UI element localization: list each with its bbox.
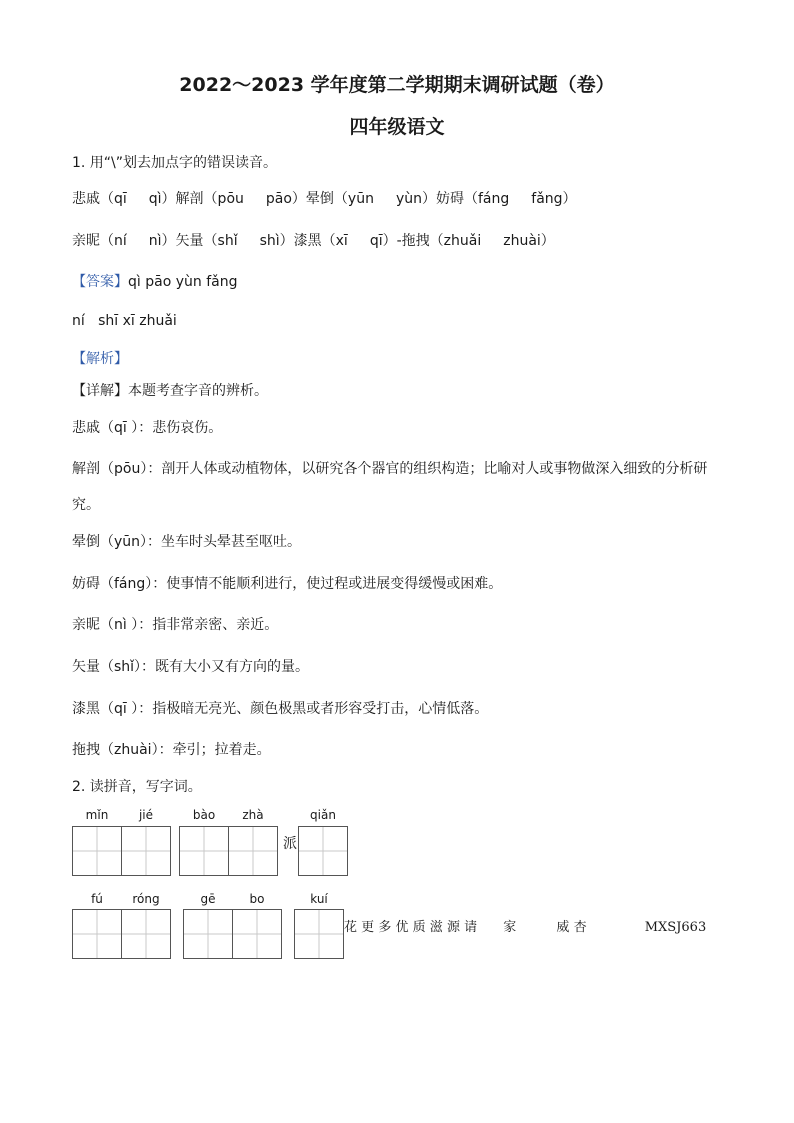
q1-pinyin-row-1: 悲戚（qī qì）解剖（pōu pāo）晕倒（yūn yùn）妨碍（fáng fǎng） [72,191,577,207]
explanation: 晕倒（yūn）：坐车时头晕甚至呕吐。 [72,534,302,550]
writing-box[interactable] [121,826,171,876]
explanation: 漆黑（qī ）：指极暗无亮光、颜色极黑或者形容受打击，心情低落。 [72,701,489,717]
answer-line-2: ní shī xī zhuǎi [72,313,177,329]
pinyin-label: bo [249,892,265,906]
pinyin-label: gē [200,892,216,906]
pinyin-label: fú [91,892,103,906]
pinyin-label: bào [192,808,216,822]
pinyin-label: kuí [310,892,328,906]
explanation: 拖拽（zhuài）：牵引；拉着走。 [72,742,271,758]
writing-box[interactable] [72,909,122,959]
writing-box[interactable] [121,909,171,959]
writing-box[interactable] [228,826,278,876]
writing-box[interactable] [298,826,348,876]
explanation: 矢量（shǐ）：既有大小又有方向的量。 [72,659,310,675]
q1-pinyin-row-2: 亲昵（ní nì）矢量（shǐ shì）漆黑（xī qī）-拖拽（zhuǎi zhuài） [72,233,555,249]
pinyin-label: zhà [242,808,264,822]
explanation: 究。 [72,497,100,513]
pinyin-label: jié [138,808,154,822]
writing-box[interactable] [179,826,229,876]
question-2: 2. 读拼音，写字词。 [72,779,202,795]
explanation: 悲戚（qī ）：悲伤哀伤。 [72,420,223,436]
exam-title: 2022～2023 学年度第二学期期末调研试题（卷） [179,74,615,96]
pinyin-label: róng [132,892,160,906]
writing-box[interactable] [72,826,122,876]
detail-label: 【详解】 [72,383,128,399]
detail-line: 【详解】本题考查字音的辨析。 [72,383,268,399]
given-character: 派 [283,836,297,852]
question-1: 1. 用“\”划去加点字的错误读音。 [72,155,278,171]
watermark-text: 花 更 多 优 质 滋 源 请 家 威 杏 MXSJ663 [344,920,707,935]
writing-box[interactable] [183,909,233,959]
analysis-label: 【解析】 [72,351,128,367]
answer-line-1: 【答案】qì pāo yùn fǎng [72,274,238,290]
exam-subtitle: 四年级语文 [349,116,445,138]
writing-box[interactable] [232,909,282,959]
explanation: 解剖（pōu）：剖开人体或动植物体，以研究各个器官的组织构造；比喻对人或事物做深入细致的分析研 [72,461,708,477]
pinyin-label: mǐn [85,808,109,822]
explanation: 亲昵（nì ）：指非常亲密、亲近。 [72,617,279,633]
explanation: 妨碍（fáng）：使事情不能顺利进行，使过程或进展变得缓慢或困难。 [72,576,503,592]
pinyin-label: qiǎn [310,808,336,822]
answer-label: 【答案】 [72,274,128,290]
writing-box[interactable] [294,909,344,959]
